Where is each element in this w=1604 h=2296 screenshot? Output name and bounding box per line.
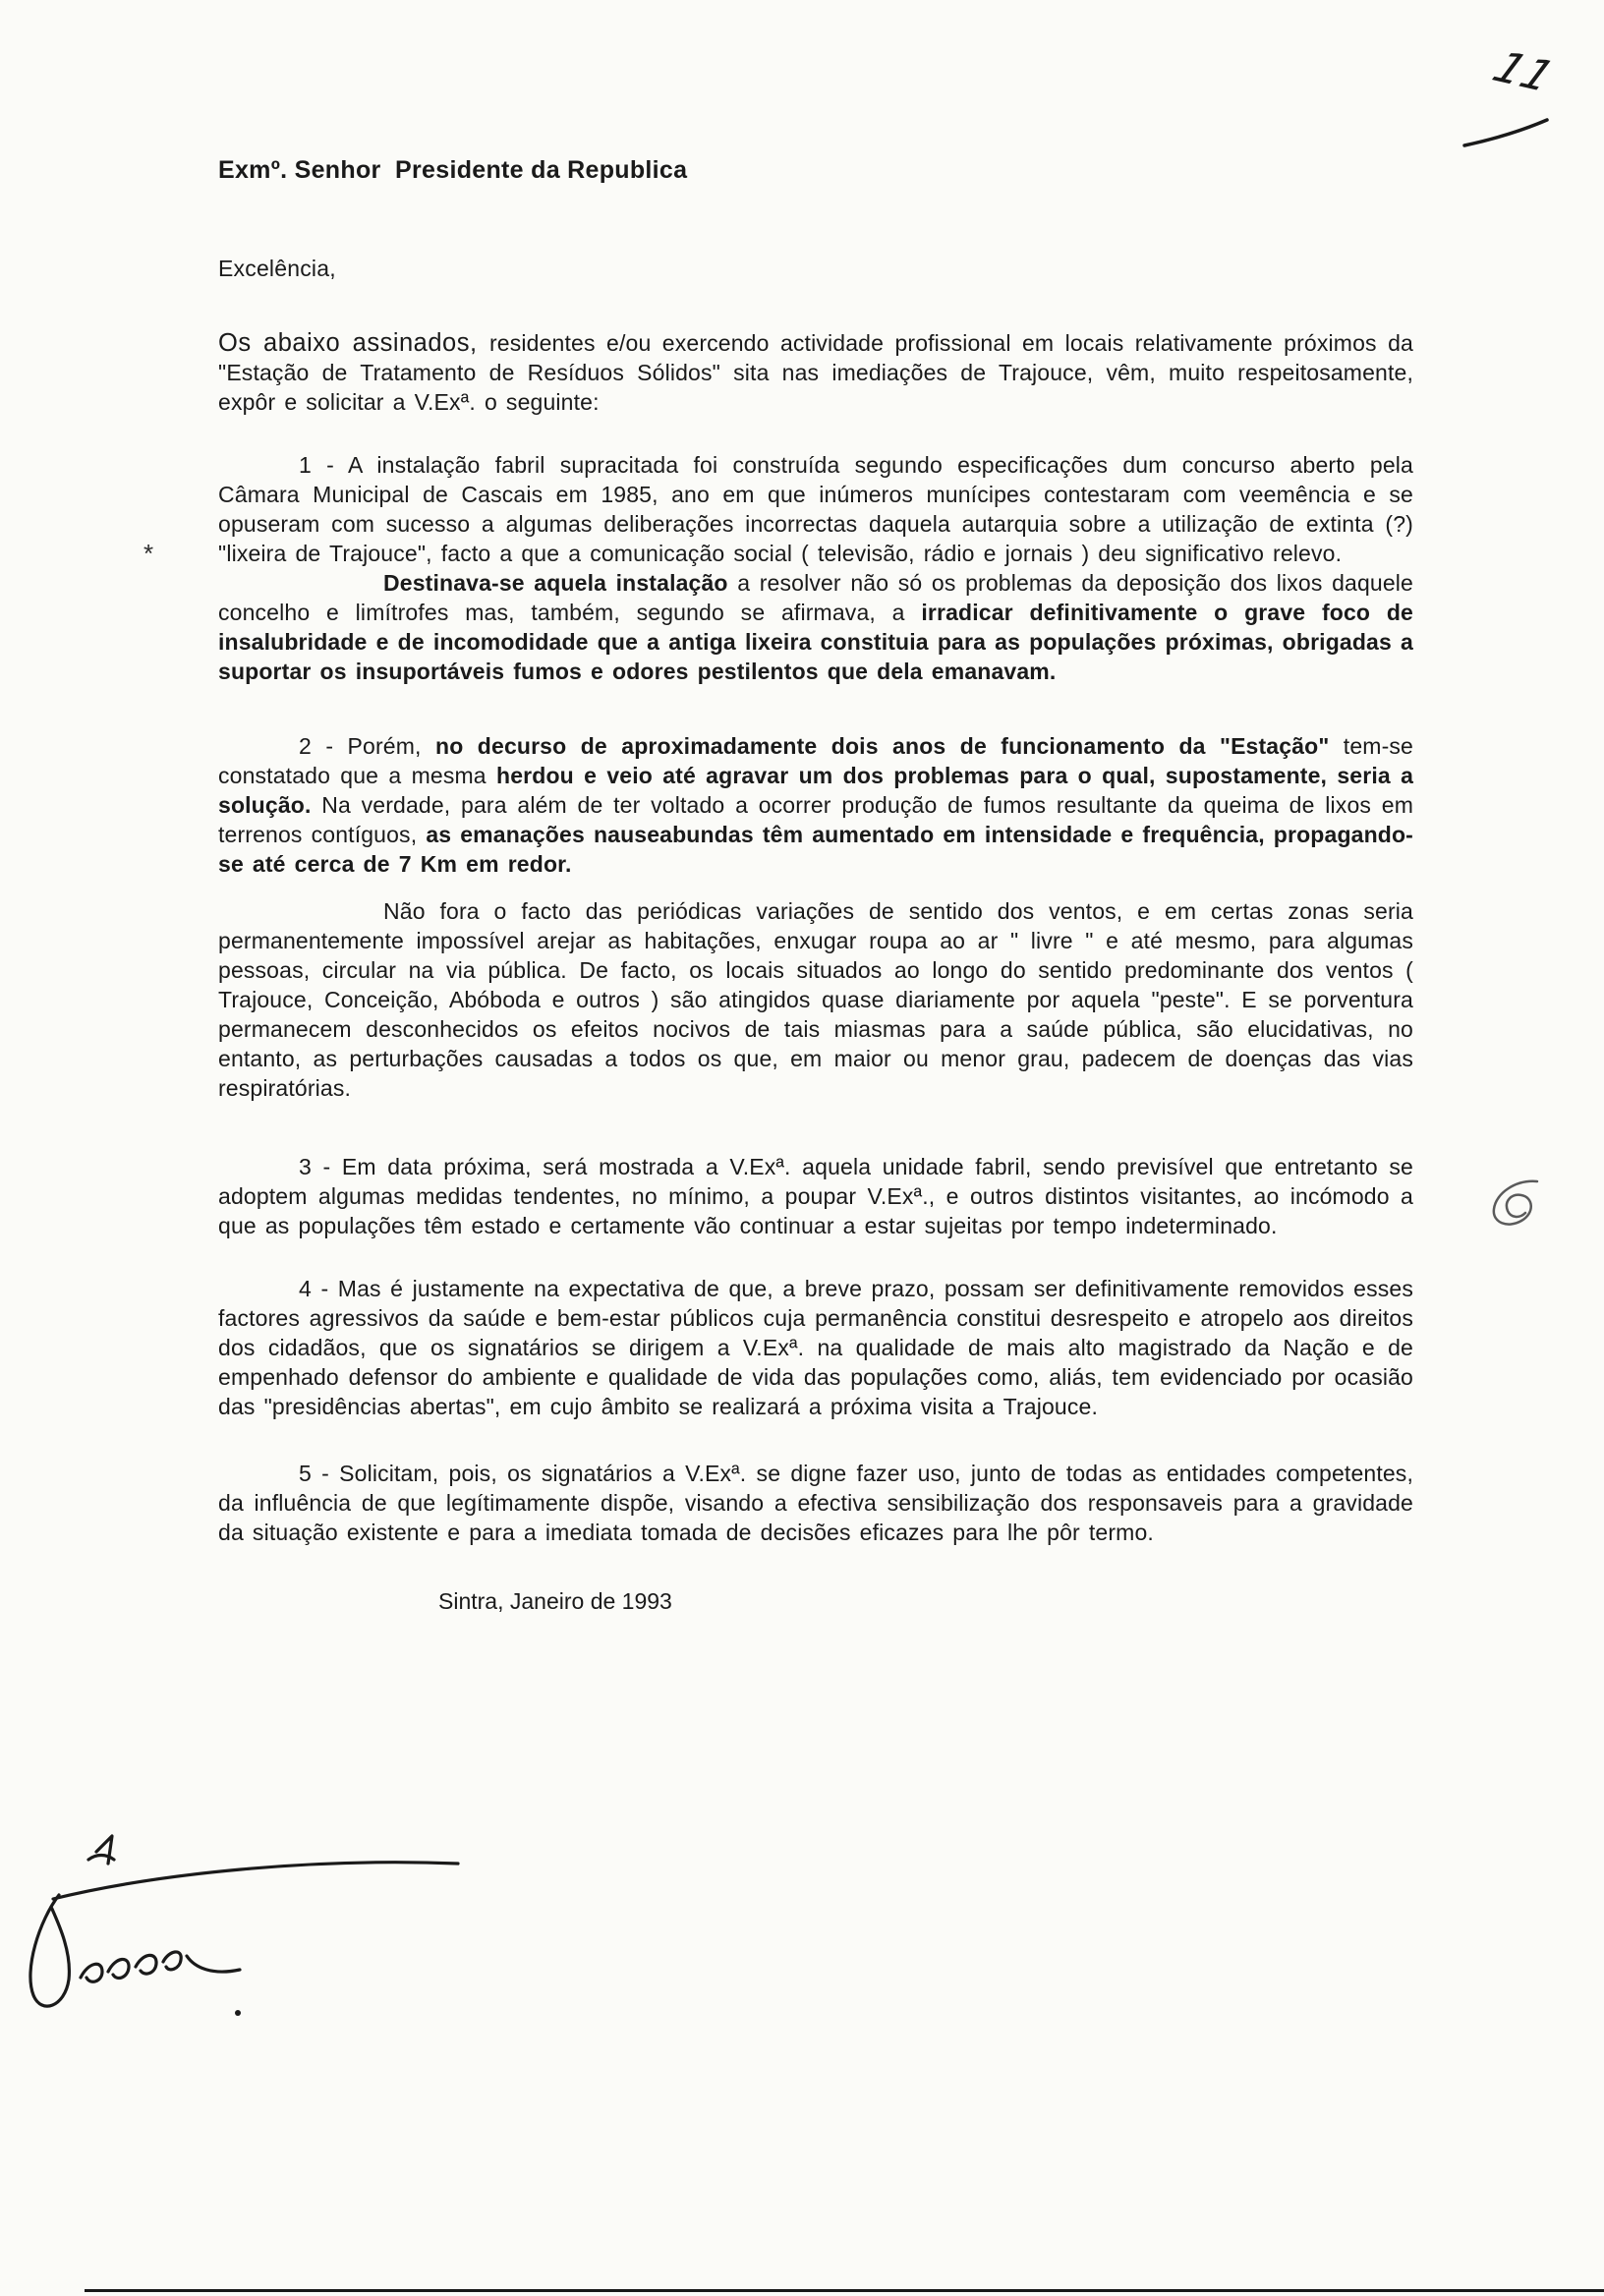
text-segment: Destinava-se aquela instalação (383, 570, 738, 596)
handwritten-page-number: 11 (1484, 42, 1563, 102)
handwritten-underline-mark (1462, 106, 1561, 151)
text-segment: tem-se constatado que a mesma (218, 733, 1413, 788)
text-segment: a resolver não só os problemas da deposição dos lixos daquele concelho e limítrofes mas, também, segundo se afirmava, a (218, 570, 1413, 625)
handwritten-pencil-mark (1482, 1172, 1565, 1254)
text-segment: Não fora o facto das periódicas variações de sentido dos ventos, e em certas zonas seria permanentemente impossível arejar as habitações, enxugar roupa ao ar " livre " e até mesmo, para algumas pessoas, circular na via pública. De facto, os locais situados ao longo do sentido predominante dos ventos ( Trajouce, Conceição, Abóboda e outros ) são atingidos quase diariamente por aquela "peste". E se porventura permanecem desconhecidos os efeitos nocivos de tais miasmas para a saúde pública, são elucidativas, no entanto, as perturbações causadas a todos os que, em maior ou menor grau, padecem de doenças das vias respiratórias. (218, 898, 1413, 1101)
paragraph-intro (218, 328, 1413, 417)
text-segment: herdou e veio até agravar um dos problemas para o qual, supostamente, seria a solução. (218, 763, 1414, 818)
paragraph-5 (218, 1459, 1413, 1547)
text-segment: as emanações nauseabundas têm aumentado em intensidade e frequência, propagando-se até cerca de 7 Km em redor. (218, 822, 1413, 877)
letter-heading: Exmº. Senhor Presidente da Republica (218, 156, 688, 184)
letter-body (218, 155, 1413, 1616)
text-segment: 5 - Solicitam, pois, os signatários a V.Exª. se digne fazer uso, junto de todas as entidades competentes, da influência de que legítimamente dispõe, visando a efectiva sensibilização dos responsaveis para a gravidade da situação existente e para a imediata tomada de decisões eficazes para lhe pôr termo. (218, 1461, 1413, 1545)
paragraph-1-continuation (218, 568, 1413, 686)
paragraph-4 (218, 1274, 1413, 1421)
text-segment: 1 - A instalação fabril supracitada foi construída segundo especificações dum concurso aberto pela Câmara Municipal de Cascais em 1985, ano em que inúmeros munícipes contestaram com veemência e se opuseram com sucesso a algumas deliberações incorrectas daquela autarquia sobre a utilização de extinta (?) "lixeira de Trajouce", facto a que a comunicação social ( televisão, rádio e jornais ) deu significativo relevo. (218, 452, 1413, 566)
scan-edge-line (85, 2289, 1604, 2292)
letter-dateline: Sintra, Janeiro de 1993 (438, 1588, 672, 1614)
text-segment: Na verdade, para além de ter voltado a ocorrer produção de fumos resultante da queima de lixos em terrenos contíguos, (218, 792, 1413, 847)
paragraph-1 (218, 450, 1413, 568)
text-segment: Os abaixo assinados, (218, 329, 489, 357)
paragraph-3 (218, 1152, 1413, 1240)
signature (20, 1830, 472, 2027)
text-segment: no decurso de aproximadamente dois anos de funcionamento da "Estação" (435, 733, 1344, 759)
letter-salutation: Excelência, (218, 256, 336, 281)
text-segment: 2 - Porém, (299, 733, 435, 759)
margin-annotation-mark: * (143, 539, 154, 568)
text-segment: irradicar definitivamente o grave foco de insalubridade e de incomodidade que a antiga lixeira constituia para as populações próximas, obrigadas a suportar os insuportáveis fumos e odores pestilentos que dela emanavam. (218, 600, 1413, 684)
text-segment: 3 - Em data próxima, será mostrada a V.Exª. aquela unidade fabril, sendo previsível que entretanto se adoptem algumas medidas tendentes, no mínimo, a poupar V.Exª., e outros distintos visitantes, ao incómodo a que as populações têm estado e certamente vão continuar a estar sujeitas por tempo indeterminado. (218, 1154, 1413, 1238)
text-segment: 4 - Mas é justamente na expectativa de que, a breve prazo, possam ser definitivamente removidos esses factores agressivos da saúde e bem-estar públicos cuja permanência constitui desrespeito e atropelo aos direitos dos cidadãos, que os signatários se dirigem a V.Exª. na qualidade de mais alto magistrado da Nação e de empenhado defensor do ambiente e qualidade de vida das populações como, aliás, tem evidenciado por ocasião das "presidências abertas", em cujo âmbito se realizará a próxima visita a Trajouce. (218, 1276, 1413, 1419)
paragraph-2-continuation (218, 896, 1413, 1103)
paragraph-2 (218, 731, 1413, 879)
text-segment: residentes e/ou exercendo actividade profissional em locais relativamente próximos da "Estação de Tratamento de Resíduos Sólidos" sita nas imediações de Trajouce, vêm, muito respeitosamente, expôr e solicitar a V.Exª. o seguinte: (218, 330, 1413, 415)
